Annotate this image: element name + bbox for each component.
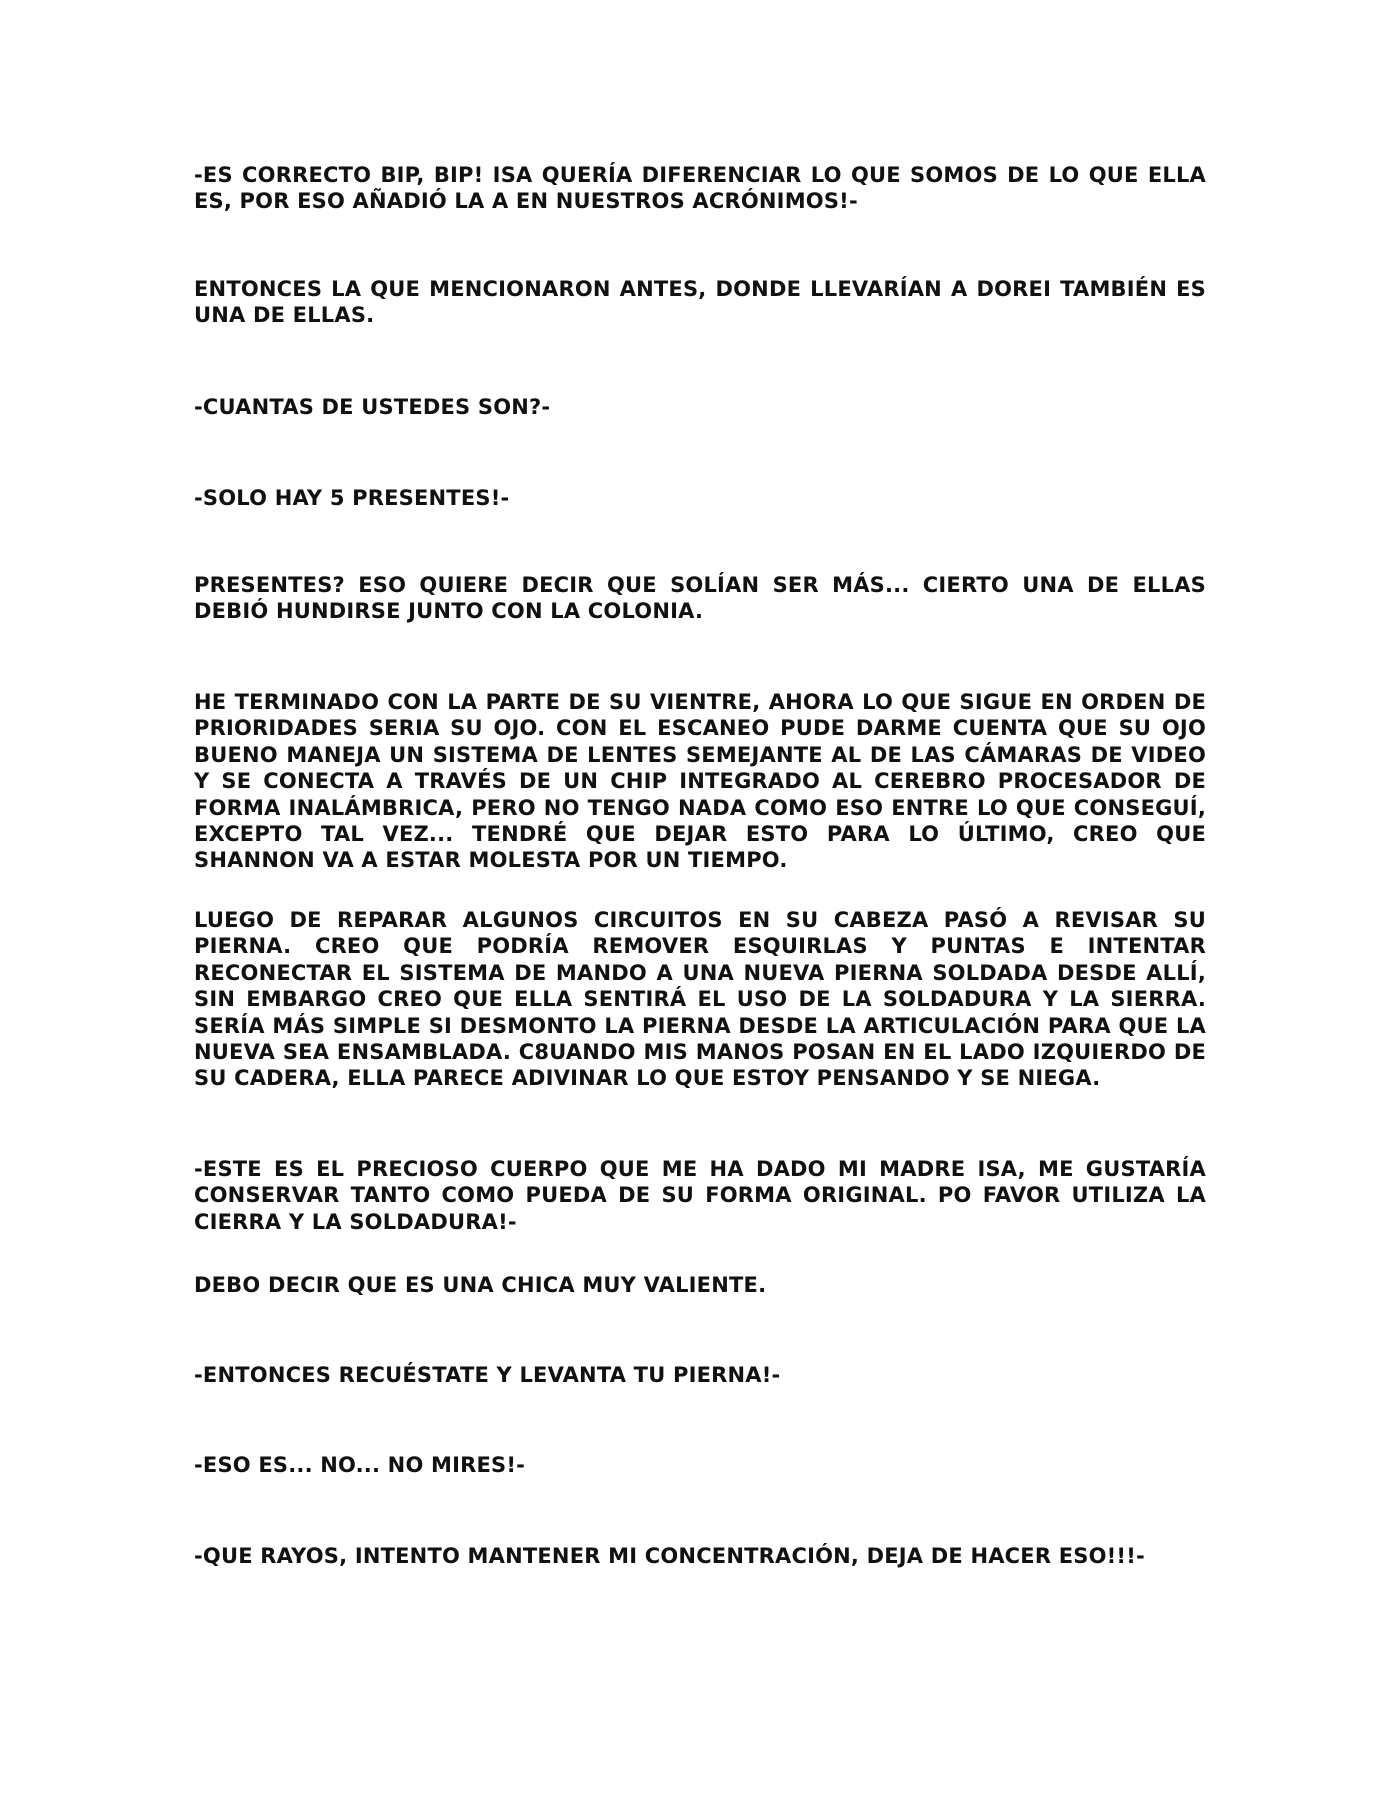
paragraph-7: LUEGO DE REPARAR ALGUNOS CIRCUITOS EN SU CABEZA PASÓ A REVISAR SU PIERNA. CREO QUE PODRÍA REMOVER ESQUIRLAS Y PUNTAS E INTENTAR RECONECTAR EL SISTEMA DE MANDO A UNA NUEVA PIERNA SOLDADA DESDE ALLÍ, SIN EMBARGO CREO QUE ELLA SENTIRÁ EL USO DE LA SOLDADURA Y LA SIERRA. SERÍA MÁS SIMPLE SI DESMONTO LA PIERNA DESDE LA ARTICULACIÓN PARA QUE LA NUEVA SEA ENSAMBLADA. C8UANDO MIS MANOS POSAN EN EL LADO IZQUIERDO DE SU CADERA, ELLA PARECE ADIVINAR LO QUE ESTOY PENSANDO Y SE NIEGA. xyxy=(194,908,1206,1091)
paragraph-3: -CUANTAS DE USTEDES SON?- xyxy=(194,395,551,419)
paragraph-6: HE TERMINADO CON LA PARTE DE SU VIENTRE, AHORA LO QUE SIGUE EN ORDEN DE PRIORIDADES SERIA SU OJO. CON EL ESCANEO PUDE DARME CUENTA QUE SU OJO BUENO MANEJA UN SISTEMA DE LENTES SEMEJANTE AL DE LAS CÁMARAS DE VIDEO Y SE CONECTA A TRAVÉS DE UN CHIP INTEGRADO AL CEREBRO PROCESADOR DE FORMA INALÁMBRICA, PERO NO TENGO NADA COMO ESO ENTRE LO QUE CONSEGUÍ, EXCEPTO TAL VEZ... TENDRÉ QUE DEJAR ESTO PARA LO ÚLTIMO, CREO QUE SHANNON VA A ESTAR MOLESTA POR UN TIEMPO. xyxy=(194,690,1206,873)
paragraph-12: -QUE RAYOS, INTENTO MANTENER MI CONCENTRACIÓN, DEJA DE HACER ESO!!!- xyxy=(194,1544,1145,1568)
paragraph-5: PRESENTES? ESO QUIERE DECIR QUE SOLÍAN SER MÁS... CIERTO UNA DE ELLAS DEBIÓ HUNDIRSE JUNTO CON LA COLONIA. xyxy=(194,573,1206,624)
paragraph-8: -ESTE ES EL PRECIOSO CUERPO QUE ME HA DADO MI MADRE ISA, ME GUSTARÍA CONSERVAR TANTO COMO PUEDA DE SU FORMA ORIGINAL. PO FAVOR UTILIZA LA CIERRA Y LA SOLDADURA!- xyxy=(194,1157,1206,1234)
paragraph-4: -SOLO HAY 5 PRESENTES!- xyxy=(194,486,510,510)
paragraph-11: -ESO ES... NO... NO MIRES!- xyxy=(194,1453,526,1477)
paragraph-9: DEBO DECIR QUE ES UNA CHICA MUY VALIENTE. xyxy=(194,1273,767,1297)
paragraph-10: -ENTONCES RECUÉSTATE Y LEVANTA TU PIERNA!- xyxy=(194,1363,781,1387)
paragraph-1: -ES CORRECTO BIP, BIP! ISA QUERÍA DIFERENCIAR LO QUE SOMOS DE LO QUE ELLA ES, POR ESO AÑADIÓ LA A EN NUESTROS ACRÓNIMOS!- xyxy=(194,163,1206,214)
paragraph-2: ENTONCES LA QUE MENCIONARON ANTES, DONDE LLEVARÍAN A DOREI TAMBIÉN ES UNA DE ELLAS. xyxy=(194,277,1206,328)
